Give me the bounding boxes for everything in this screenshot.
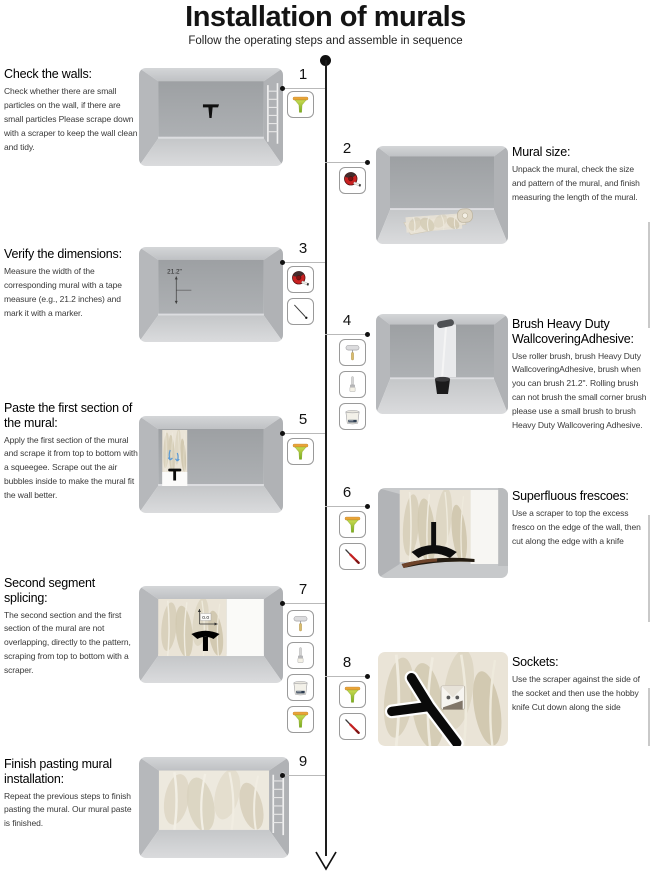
step-6-connector [325,484,369,507]
step-4-text [512,317,649,433]
step-body: Repeat the previous steps to finish pasting the mural. Our mural paste is finished. [4,790,132,829]
step-body: Measure the width of the corresponding mural with a tape measure (e.g., 21.2 inches) and mark it with a marker. [4,265,122,318]
brush-icon [339,371,366,398]
page-edge-line [648,222,650,328]
connector-dot [365,674,370,679]
step-heading: Second segment splicing: [4,576,96,605]
finished-install-illustration [139,757,289,858]
step-number: 5 [298,411,308,428]
tape-measure-icon [287,266,314,293]
mural-panels-graphic [158,596,226,658]
connector-dot [365,504,370,509]
first-section-illustration [139,416,283,513]
apply-adhesive-illustration [376,314,508,414]
connector-dot [365,160,370,165]
step-7-connector [281,581,325,604]
step-number: 4 [342,312,352,329]
step-2-text [512,145,649,205]
marker-icon [287,298,314,325]
squeegee-icon [287,91,314,118]
adhesive-bucket-icon [339,403,366,430]
paint-roller-icon [339,339,366,366]
step-number: 8 [342,654,352,671]
step-number: 3 [298,240,308,257]
utility-knife-icon [339,543,366,570]
measure-label: 21.2" [167,268,182,276]
step-heading: Mural size: [512,145,571,159]
uncovered-wall-area [227,599,264,656]
step-heading: Sockets: [512,655,559,669]
step-3-tools [287,266,314,325]
step-9-connector [281,753,325,776]
step-2-tools [339,167,366,194]
step-body: Check whether there are small particles on the wall, if there are small particles Please scrape down with a scraper to keep the wall clean and tidy. [4,85,138,152]
measure-dimensions-illustration [139,247,283,342]
step-number: 1 [298,66,308,83]
step-1-connector [281,66,325,89]
page-title: Installation of murals [185,1,466,33]
step-number: 9 [298,753,308,770]
step-body: Use a scraper to top the excess fresco on the edge of the wall, then cut along the edge with a knife [512,507,641,546]
bucket-graphic [435,377,450,394]
adhesive-bucket-icon [287,674,314,701]
connector-dot [280,773,285,778]
step-heading: Paste the first section of the mural: [4,401,133,430]
zero-label: 0.0 [202,616,210,621]
step-3-connector [281,240,325,263]
connector-dot [280,260,285,265]
step-number: 2 [342,140,352,157]
step-body: Apply the first section of the mural and scrape it from top to bottom with a squeegee. Scrape out the air bubbles inside to make the mural fit the wall better. [4,434,138,501]
timeline-axis [325,60,327,856]
step-number: 7 [298,581,308,598]
step-heading: Brush Heavy Duty WallcoveringAdhesive: [512,317,634,346]
step-4-tools [339,339,366,430]
step-1-tools [287,91,314,118]
brush-icon [287,642,314,669]
step-6-tools [339,511,366,570]
step-8-tools [339,681,366,740]
step-2-connector [325,140,369,163]
squeegee-icon [287,438,314,465]
squeegee-icon [287,706,314,733]
connector-dot [280,86,285,91]
step-9-text [4,757,138,831]
step-8-text [512,655,649,715]
step-body: Use roller brush, brush Heavy Duty WallcoveringAdhesive, brush when you can brush 21.2". Rolling brush can not brush the small corner brush please use a small brush to brush Heavy Duty Wallcovering Adhesive. [512,350,647,431]
socket-cutout-illustration [378,652,508,746]
mural-strip-graphic [162,428,187,474]
uncovered-wall-area [471,490,499,564]
timeline-arrow-icon [314,850,338,872]
second-section-illustration [139,586,283,683]
step-3-text [4,247,138,321]
room-check-walls-illustration [139,68,283,166]
trim-excess-illustration [378,488,508,578]
step-7-text [4,576,138,678]
connector-dot [280,431,285,436]
squeegee-icon [339,681,366,708]
paint-roller-icon [287,610,314,637]
utility-knife-icon [339,713,366,740]
step-1-text [4,67,138,154]
step-heading: Verify the dimensions: [4,247,122,261]
connector-dot [365,332,370,337]
step-7-tools [287,610,314,733]
step-heading: Finish pasting mural installation: [4,757,112,786]
step-body: Unpack the mural, check the size and pattern of the mural, and finish measuring the length of the mural. [512,163,640,202]
step-number: 6 [342,484,352,501]
step-5-text [4,401,138,503]
mural-size-illustration [376,146,508,244]
step-4-connector [325,312,369,335]
page-subtitle: Follow the operating steps and assemble in sequence [188,35,463,47]
squeegee-icon [339,511,366,538]
step-6-text [512,489,649,549]
socket-graphic [441,686,465,710]
step-heading: Superfluous frescoes: [512,489,629,503]
tape-measure-icon [339,167,366,194]
step-heading: Check the walls: [4,67,92,81]
step-body: Use the scraper against the side of the socket and then use the hobby knife Cut down along the side [512,673,640,712]
step-8-connector [325,654,369,677]
step-5-connector [281,411,325,434]
step-5-tools [287,438,314,465]
step-body: The second section and the first section of the mural are not overlapping, directly to the pattern, scraping from top to bottom with a scraper. [4,609,131,676]
connector-dot [280,601,285,606]
